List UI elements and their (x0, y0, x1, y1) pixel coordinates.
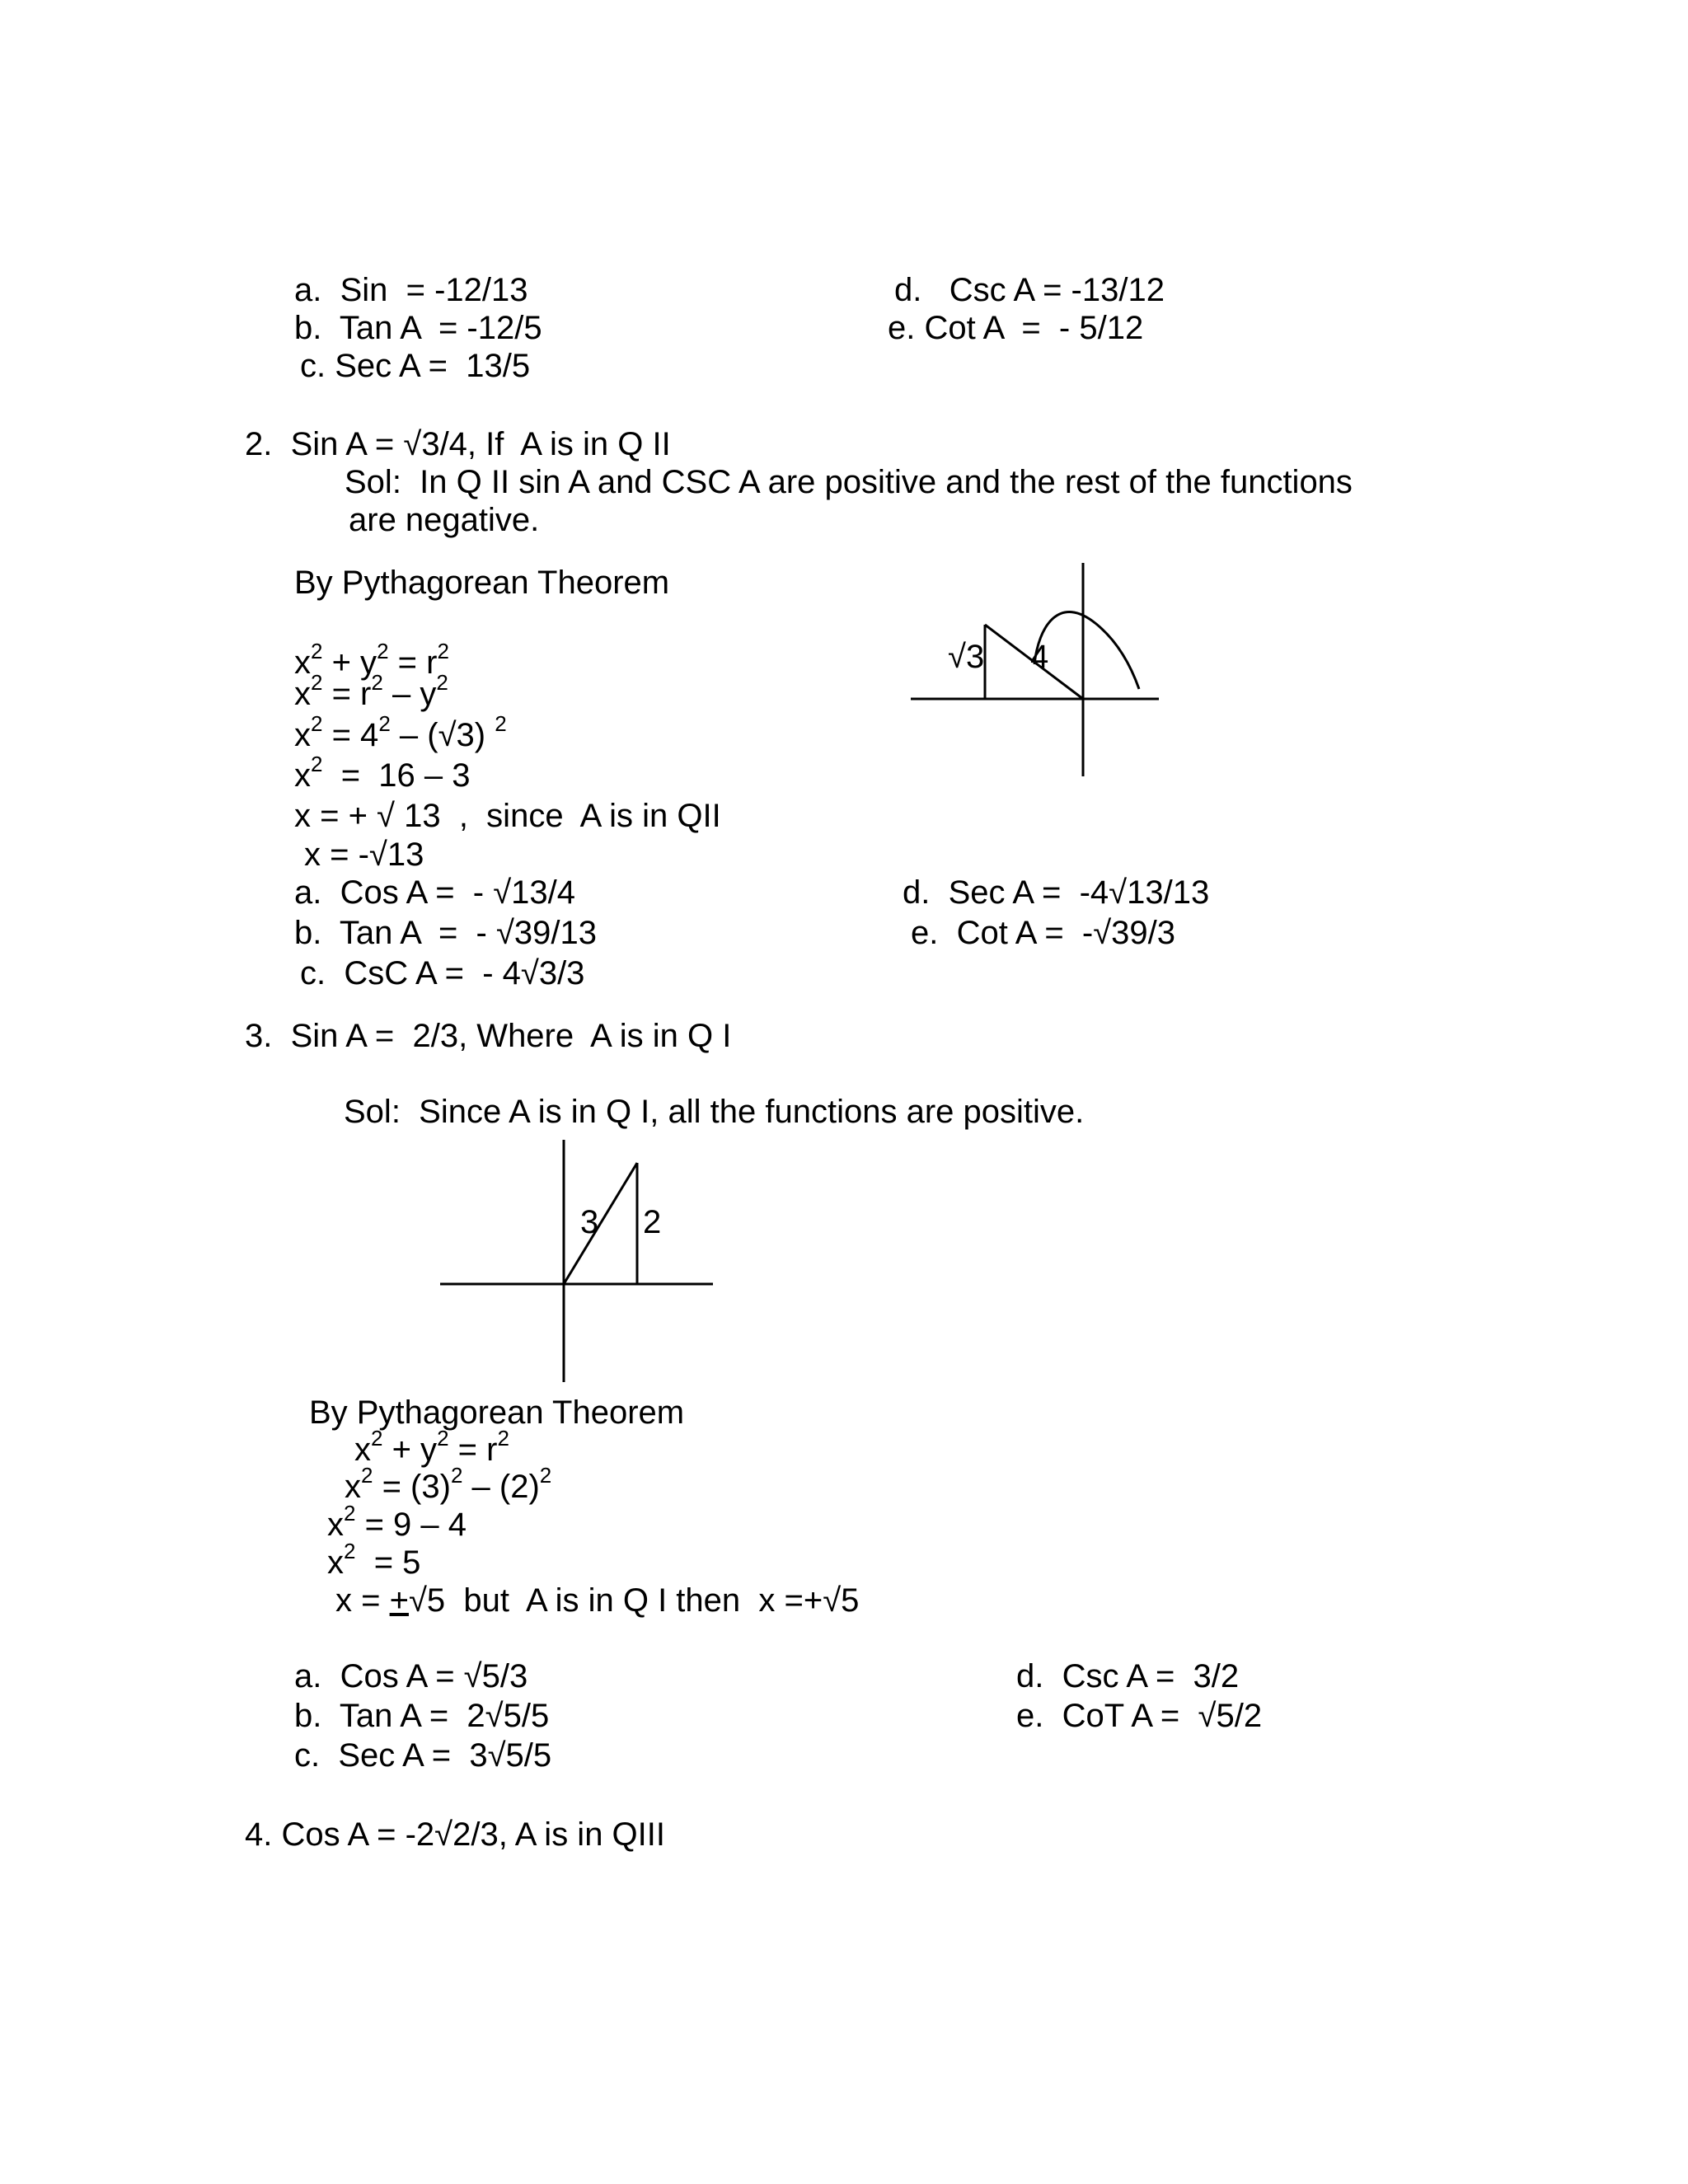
p3-label-hypotenuse: 3 (580, 1204, 599, 1240)
p2-answer-b: b. Tan A = - √39/13 (294, 915, 598, 951)
p2-solution-line2: are negative. (349, 502, 540, 538)
p2-label-hypotenuse: 4 (1030, 639, 1049, 675)
p2-equation-1: $x^2 + y^2 = r^2$ (294, 638, 449, 681)
p3-equation-3: $x^2 = 9 - 4$ (327, 1500, 467, 1543)
p3-hypotenuse (564, 1163, 637, 1284)
p1-answer-c: c. Sec A = 13/5 (300, 348, 531, 384)
p3-answer-b: b. Tan A = 2√5/5 (294, 1698, 550, 1734)
p3-solution: Sol: Since A is in Q I, all the functions are positive. (344, 1094, 1085, 1130)
p2-equation-4: $x^2 = 16 - 3$ (294, 751, 471, 794)
p2-triangle-diagram (898, 560, 1170, 783)
p2-equation-5: x = + √ 13 , since A is in QII (294, 798, 721, 834)
p2-equation-3: $x^2 = 4^2 - (√3)$ $^2$ (294, 710, 507, 753)
p2-equation-2: $x^2 = r^2 - y^2$ (294, 669, 448, 712)
p1-answer-b: b. Tan A = -12/5 (294, 310, 542, 346)
p4-question: 4. Cos A = -2√2/3, A is in QIII (245, 1816, 665, 1853)
p3-question: 3. Sin A = 2/3, Where A is in Q I (245, 1018, 732, 1054)
p3-answer-a: a. Cos A = √5/3 (294, 1658, 528, 1694)
p3-equation-1: $x^2 + y^2 = r^2$ (354, 1425, 509, 1468)
p2-answer-a: a. Cos A = - √13/4 (294, 874, 576, 911)
p3-answer-c: c. Sec A = 3√5/5 (294, 1737, 552, 1774)
p2-angle-arc (1034, 612, 1139, 689)
p3-answer-e: e. CoT A = √5/2 (1016, 1698, 1263, 1734)
p2-answer-d: d. Sec A = -4√13/13 (903, 874, 1210, 911)
p3-equation-5: x = +√5 but A is in Q I then x =+√5 (335, 1582, 860, 1619)
p3-triangle-diagram (437, 1137, 717, 1385)
p1-answer-e: e. Cot A = - 5/12 (888, 310, 1144, 346)
p2-theorem-heading: By Pythagorean Theorem (294, 565, 670, 601)
p3-label-opposite: 2 (643, 1204, 662, 1240)
p3-answer-d: d. Csc A = 3/2 (1016, 1658, 1240, 1694)
p3-equation-2: $x^2 = (3)^2 - (2)^2$ (345, 1462, 552, 1505)
p2-answer-e: e. Cot A = -√39/3 (911, 915, 1176, 951)
p2-question: 2. Sin A = √3/4, If A is in Q II (245, 426, 671, 462)
p3-theorem-heading: By Pythagorean Theorem (309, 1394, 685, 1431)
p2-label-opposite: √3 (948, 639, 985, 675)
p3-equation-4: $x^2 = 5$ (327, 1538, 421, 1581)
p1-answer-d: d. Csc A = -13/12 (894, 272, 1165, 308)
p2-solution-line1: Sol: In Q II sin A and CSC A are positive and the rest of the functions (345, 464, 1353, 500)
p1-answer-a: a. Sin = -12/13 (294, 272, 528, 308)
p2-answer-c: c. CsC A = - 4√3/3 (300, 955, 585, 991)
p2-equation-6: x = -√13 (304, 837, 424, 873)
